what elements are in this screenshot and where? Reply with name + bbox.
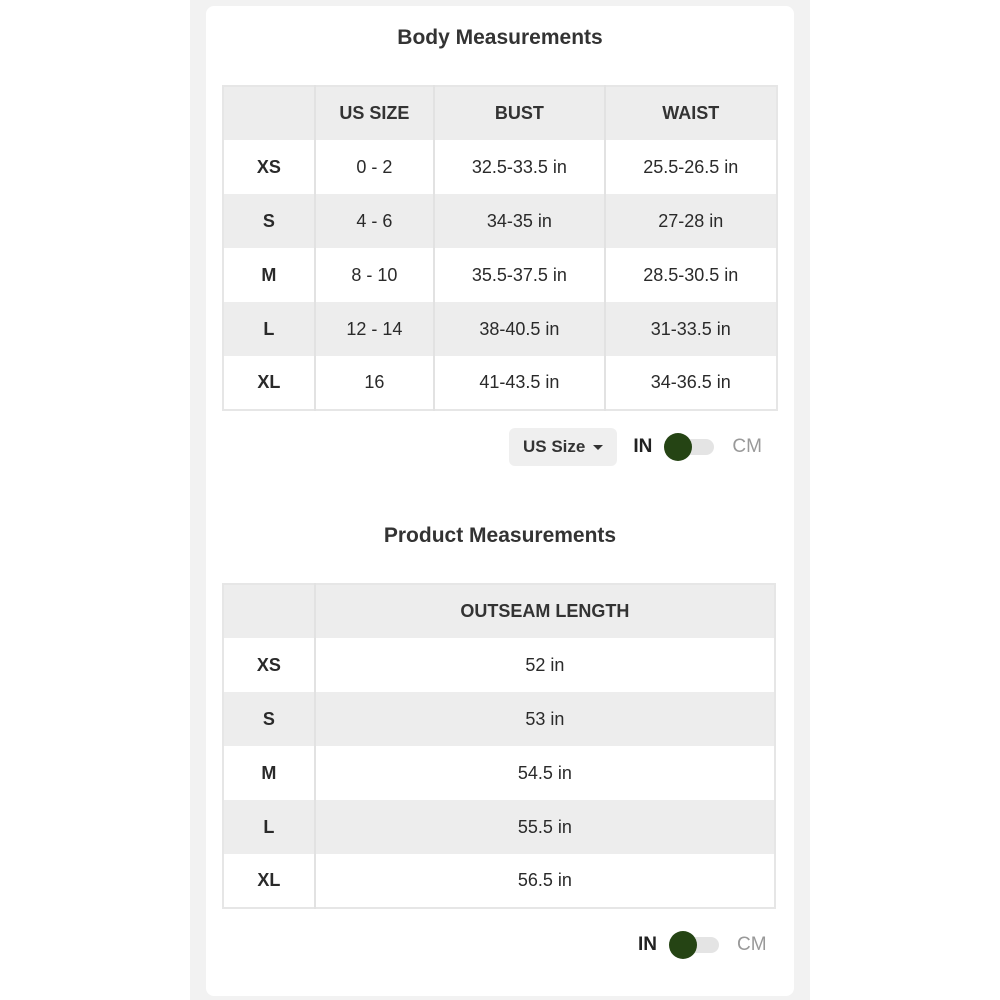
table-row [223,638,775,692]
size-cell: XL [223,854,315,908]
waist-cell: 27-28 in [605,194,777,248]
size-cell: XS [223,638,315,692]
us-size-cell: 16 [315,356,435,410]
unit-toggle[interactable] [669,934,721,956]
table-row [223,692,775,746]
table-row [223,248,777,302]
us-size-cell: 8 - 10 [315,248,435,302]
unit-cm-label: CM [732,436,762,457]
table-row [223,854,775,908]
table-row [223,746,775,800]
bust-cell: 41-43.5 in [434,356,604,410]
body-measurements-table [222,85,778,411]
waist-cell: 34-36.5 in [605,356,777,410]
product-measurements-table [222,583,776,909]
header-cell-size [223,86,315,140]
unit-cm-label: CM [737,934,767,955]
size-chart-card [206,6,794,996]
us-size-cell: 0 - 2 [315,140,435,194]
table-row [223,302,777,356]
outseam-cell: 56.5 in [315,854,775,908]
size-system-select[interactable] [509,428,617,466]
waist-cell: 28.5-30.5 in [605,248,777,302]
outseam-cell: 54.5 in [315,746,775,800]
us-size-cell: 12 - 14 [315,302,435,356]
table-header-row [223,584,775,638]
size-cell: S [223,692,315,746]
size-cell: S [223,194,315,248]
header-cell-us-size: US SIZE [315,86,435,140]
size-cell: XS [223,140,315,194]
header-cell-bust: BUST [434,86,604,140]
bust-cell: 34-35 in [434,194,604,248]
header-cell-waist: WAIST [605,86,777,140]
size-cell: XL [223,356,315,410]
table-row [223,800,775,854]
table-header-row [223,86,777,140]
us-size-cell: 4 - 6 [315,194,435,248]
unit-toggle[interactable] [664,436,716,458]
header-cell-size [223,584,315,638]
table-row [223,194,777,248]
unit-in-label: IN [638,934,657,955]
waist-cell: 31-33.5 in [605,302,777,356]
outseam-cell: 55.5 in [315,800,775,854]
header-cell-outseam: OUTSEAM LENGTH [315,584,775,638]
table-row [223,140,777,194]
toggle-knob [664,433,692,461]
body-unit-controls [509,428,762,466]
product-measurements-title: Product Measurements [383,524,617,547]
size-system-select-label: US Size [523,437,586,456]
bust-cell: 32.5-33.5 in [434,140,604,194]
size-cell: M [223,746,315,800]
chevron-down-icon [593,445,603,450]
bust-cell: 35.5-37.5 in [434,248,604,302]
waist-cell: 25.5-26.5 in [605,140,777,194]
outseam-cell: 52 in [315,638,775,692]
unit-in-label: IN [633,436,653,457]
table-row [223,356,777,410]
size-cell: M [223,248,315,302]
size-cell: L [223,800,315,854]
outseam-cell: 53 in [315,692,775,746]
body-measurements-title: Body Measurements [397,26,603,49]
product-unit-controls [638,934,767,956]
size-cell: L [223,302,315,356]
toggle-knob [669,931,697,959]
bust-cell: 38-40.5 in [434,302,604,356]
